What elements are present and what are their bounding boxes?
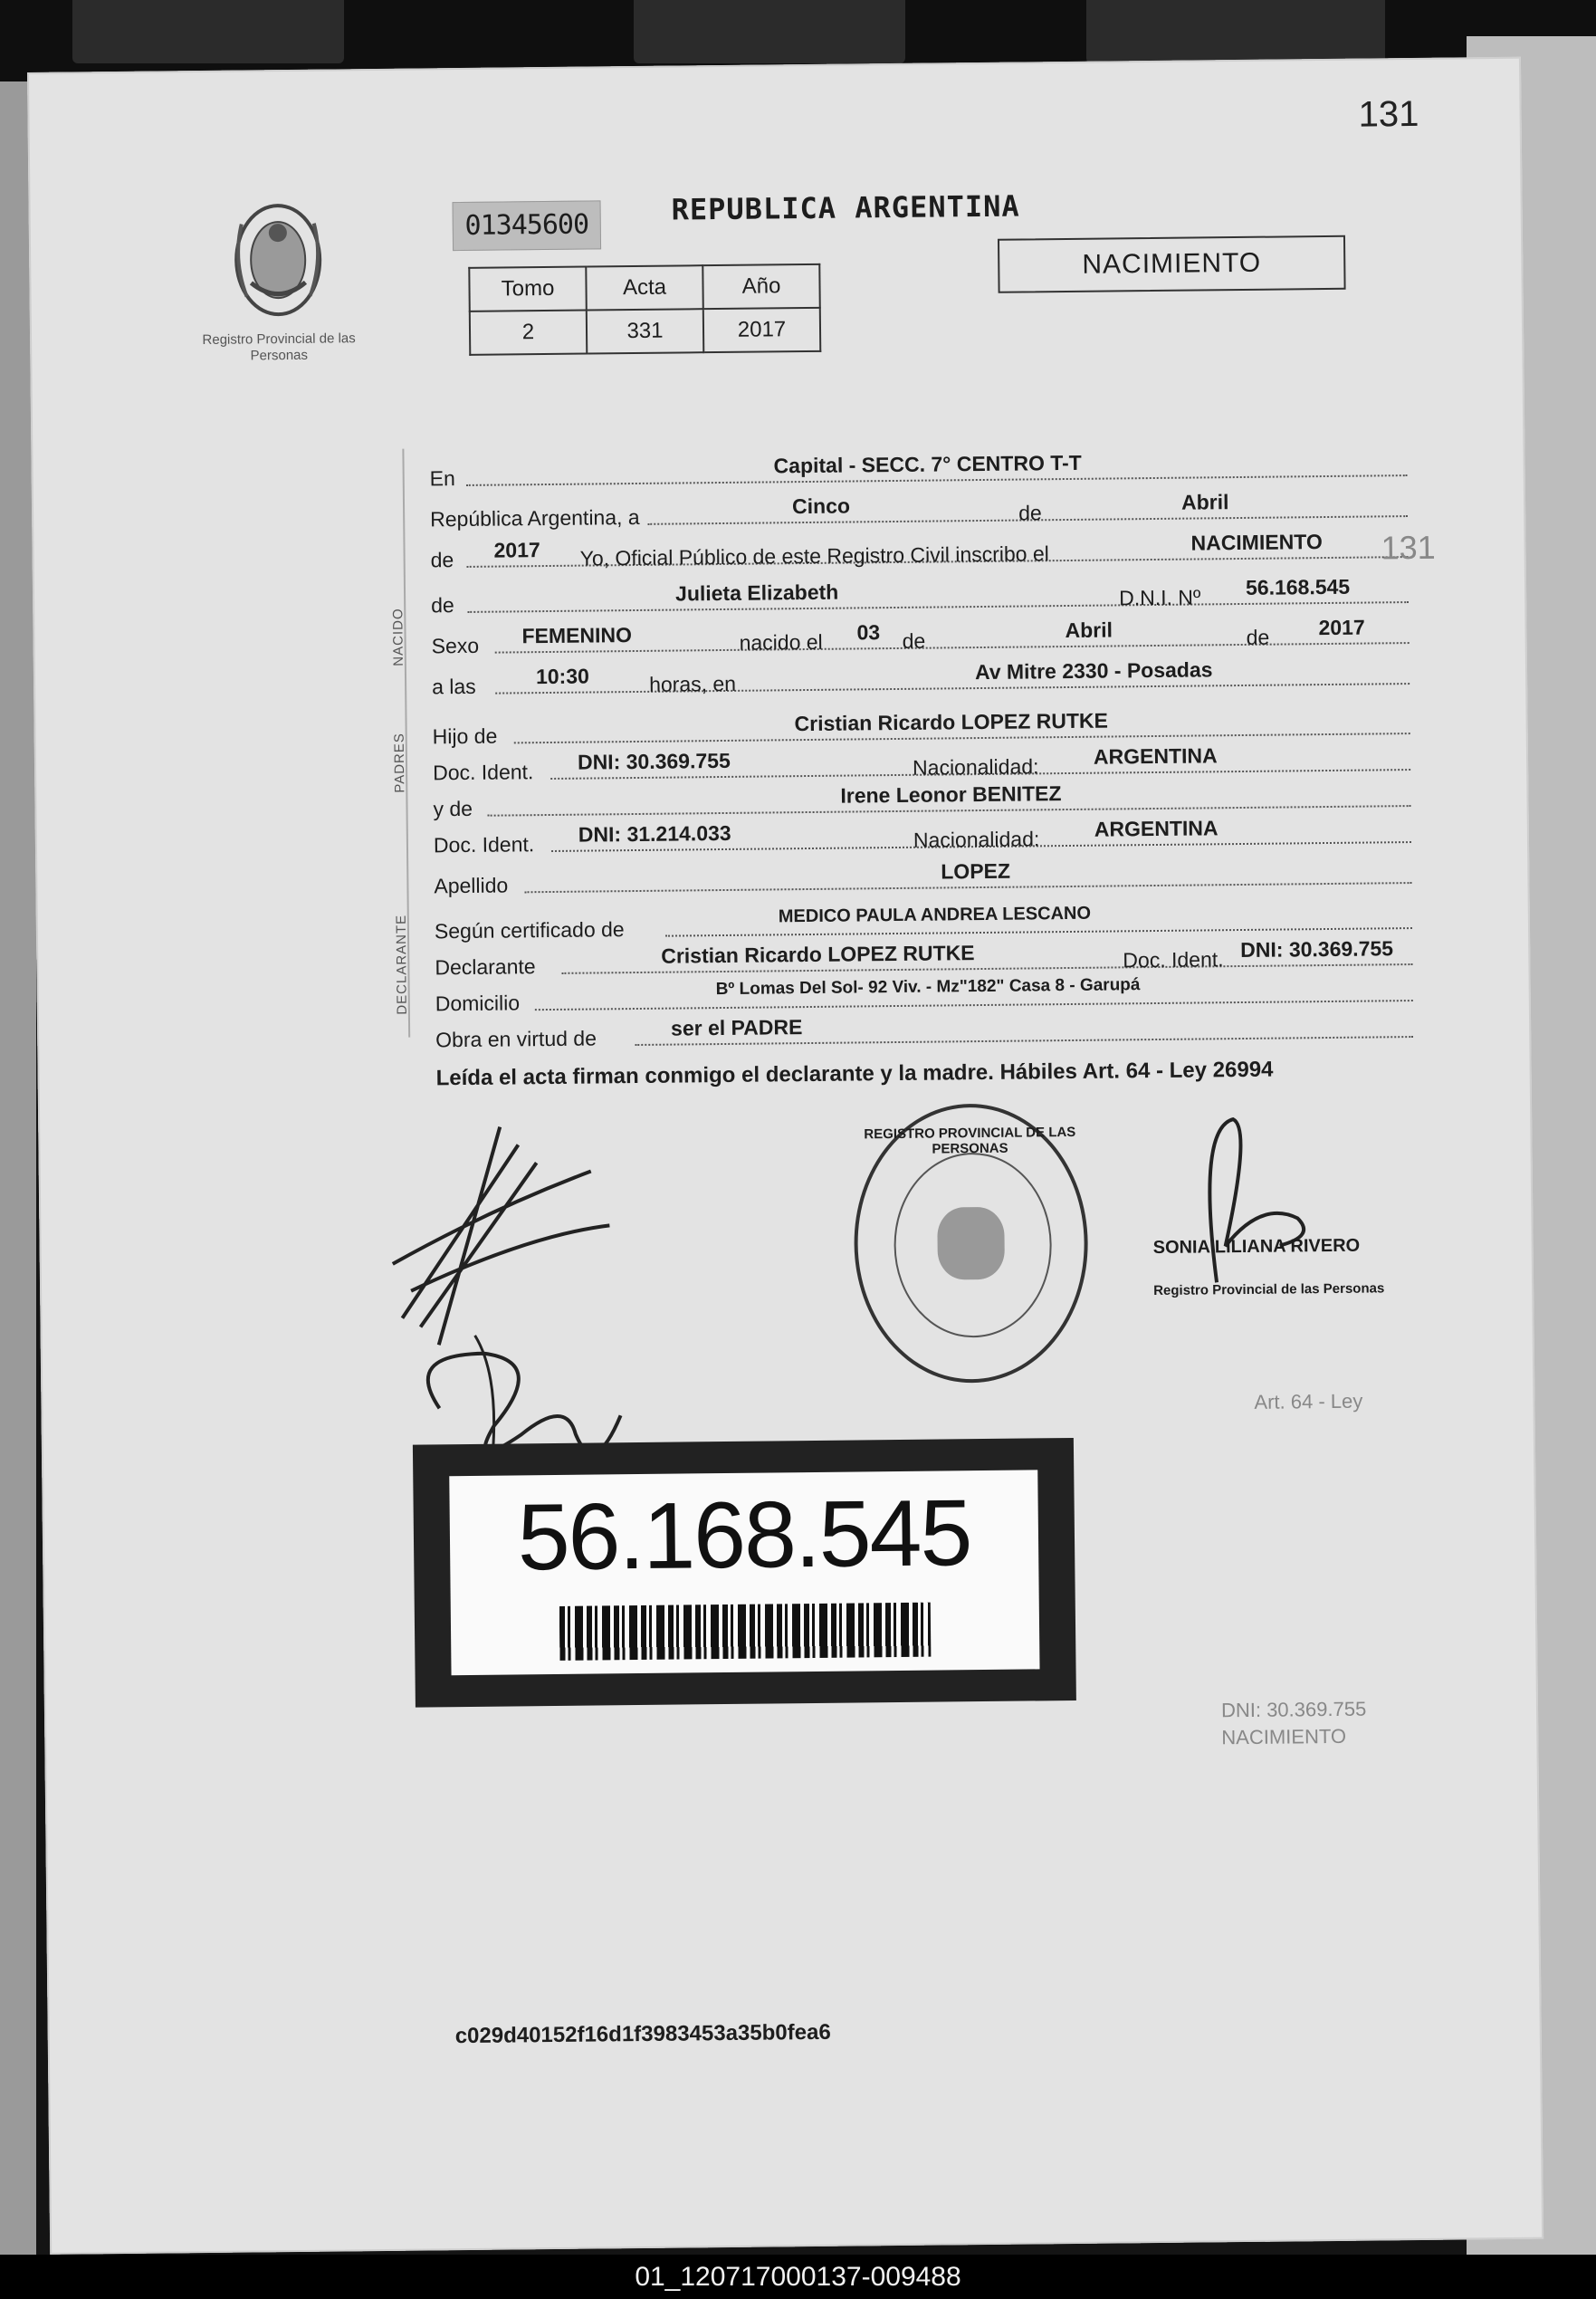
value-declarant: Cristian Ricardo LOPEZ RUTKE (661, 941, 975, 968)
label-nacionalidad-father: Nacionalidad: (912, 754, 1039, 780)
label-nacionalidad-mother: Nacionalidad: (913, 827, 1040, 852)
value-birth-time: 10:30 (535, 664, 589, 689)
side-label-parents: PADRES (391, 733, 408, 793)
record-type: NACIMIENTO (998, 235, 1346, 293)
value-capacity: ser el PADRE (670, 1015, 803, 1040)
registry-value-row (470, 308, 820, 355)
dni-sticker (413, 1438, 1076, 1708)
faint-mark-dni: DNI: 30.369.755 (1220, 1697, 1367, 1722)
value-child-name: Julieta Elizabeth (674, 580, 839, 606)
label-dni: D.N.I. Nº (1119, 585, 1201, 610)
value-declarant-doc: DNI: 30.369.755 (1240, 936, 1394, 963)
seal-text: REGISTRO PROVINCIAL DE LAS PERSONAS (864, 1124, 1076, 1157)
closing-statement: Leída el acta firman conmigo el declarante y la madre. Hábiles Art. 64 - Ley 26994 (435, 1057, 1274, 1091)
field-row-child (431, 574, 1409, 620)
value-sex: FEMENINO (521, 623, 633, 648)
value-tomo: 2 (470, 311, 587, 355)
side-label-declarant: DECLARANTE (393, 914, 410, 1015)
header-tomo: Tomo (469, 267, 586, 311)
field-row-year (430, 529, 1408, 575)
value-birth-day: 03 (856, 620, 881, 645)
birth-certificate-page (27, 57, 1543, 2255)
value-certificate-by: MEDICO PAULA ANDREA LESCANO (778, 903, 1092, 927)
value-mother-doc: DNI: 31.214.033 (578, 820, 731, 847)
header-ano: Año (702, 264, 819, 309)
value-acta: 331 (587, 309, 703, 353)
value-father-nationality: ARGENTINA (1093, 743, 1218, 769)
registry-header-row (469, 264, 819, 311)
seal-emblem-icon (937, 1207, 1005, 1280)
label-a-las: a las (431, 674, 476, 699)
value-ano: 2017 (703, 308, 820, 352)
value-surname: LOPEZ (941, 858, 1011, 884)
crest-icon (223, 196, 332, 323)
value-child-dni: 56.168.545 (1245, 574, 1351, 599)
page-number: 131 (1358, 93, 1419, 135)
field-row-time (432, 656, 1410, 702)
barcode (559, 1603, 932, 1661)
field-row-surname (434, 855, 1411, 901)
header-acta: Acta (586, 265, 702, 310)
serial-number: 01345600 (453, 200, 602, 251)
value-father-name: Cristian Ricardo LOPEZ RUTKE (794, 708, 1109, 736)
label-de-name: de (431, 593, 454, 618)
official-name: SONIA LILIANA RIVERO (1152, 1235, 1361, 1259)
value-year: 2017 (493, 538, 540, 562)
official-role: Registro Provincial de las Personas (1153, 1280, 1385, 1299)
label-hijo-de: Hijo de (432, 723, 498, 749)
value-father-doc: DNI: 30.369.755 (577, 748, 731, 774)
value-birth-month: Abril (1065, 618, 1113, 643)
label-apellido: Apellido (434, 873, 509, 898)
label-y-de: y de (433, 796, 473, 821)
label-obra-en-virtud: Obra en virtud de (435, 1026, 597, 1052)
value-address: Bº Lomas Del Sol- 92 Viv. - Mz"182" Casa 8 - Garupá (715, 975, 1141, 1000)
label-doc-ident-mother: Doc. Ident. (433, 832, 535, 857)
label-declarante: Declarante (435, 954, 536, 980)
label-domicilio: Domicilio (435, 991, 521, 1016)
value-birth-year: 2017 (1318, 615, 1365, 640)
label-doc-ident-declarant: Doc. Ident. (1123, 947, 1224, 972)
registry-table (468, 263, 821, 356)
value-month: Abril (1180, 490, 1229, 514)
country-title: REPUBLICA ARGENTINA (671, 188, 1020, 227)
value-place: Capital - SECC. 7° CENTRO T-T (773, 450, 1082, 478)
label-republica: República Argentina, a (430, 504, 640, 532)
value-mother-nationality: ARGENTINA (1094, 816, 1219, 841)
value-birth-place: Av Mitre 2330 - Posadas (974, 657, 1213, 685)
background-object (634, 0, 905, 63)
field-row-birth (431, 615, 1409, 661)
signature-official (1179, 1109, 1325, 1292)
label-en: En (429, 466, 455, 491)
label-horas-en: horas, en (648, 671, 737, 696)
value-act-type: NACIMIENTO (1190, 530, 1323, 555)
field-row-date (430, 488, 1408, 534)
field-row-place (429, 447, 1407, 493)
provincial-crest (186, 196, 369, 365)
label-de-month: de (902, 628, 926, 653)
label-nacido-el: nacido el (739, 629, 823, 655)
label-doc-ident-father: Doc. Ident. (432, 760, 534, 785)
background-object (72, 0, 344, 63)
official-seal (853, 1103, 1089, 1384)
label-de-birthyear: de (1246, 625, 1270, 649)
faint-mark-law: Art. 64 - Ley (1254, 1389, 1363, 1413)
background-object (1086, 0, 1385, 63)
side-label-born: NACIDO (390, 608, 406, 666)
label-official-text: Yo, Oficial Público de este Registro Civil inscribo el (579, 541, 1049, 570)
value-day: Cinco (791, 493, 851, 519)
label-sexo: Sexo (431, 633, 480, 658)
scan-filename: 01_120717000137-009488 (0, 2255, 1596, 2299)
value-mother-name: Irene Leonor BENITEZ (840, 781, 1062, 808)
crest-label: Registro Provincial de las Personas (202, 330, 356, 364)
dni-sticker-number: 56.168.545 (517, 1480, 971, 1591)
faint-mark-nacimiento: NACIMIENTO (1221, 1724, 1347, 1749)
label-segun-certificado: Según certificado de (434, 917, 625, 944)
signature-declarant (382, 1107, 675, 1490)
faint-mark-number: 131 (1381, 528, 1436, 567)
label-de: de (1018, 501, 1042, 525)
label-de-year: de (430, 548, 454, 572)
document-hash: c029d40152f16d1f3983453a35b0fea6 (454, 2019, 831, 2049)
